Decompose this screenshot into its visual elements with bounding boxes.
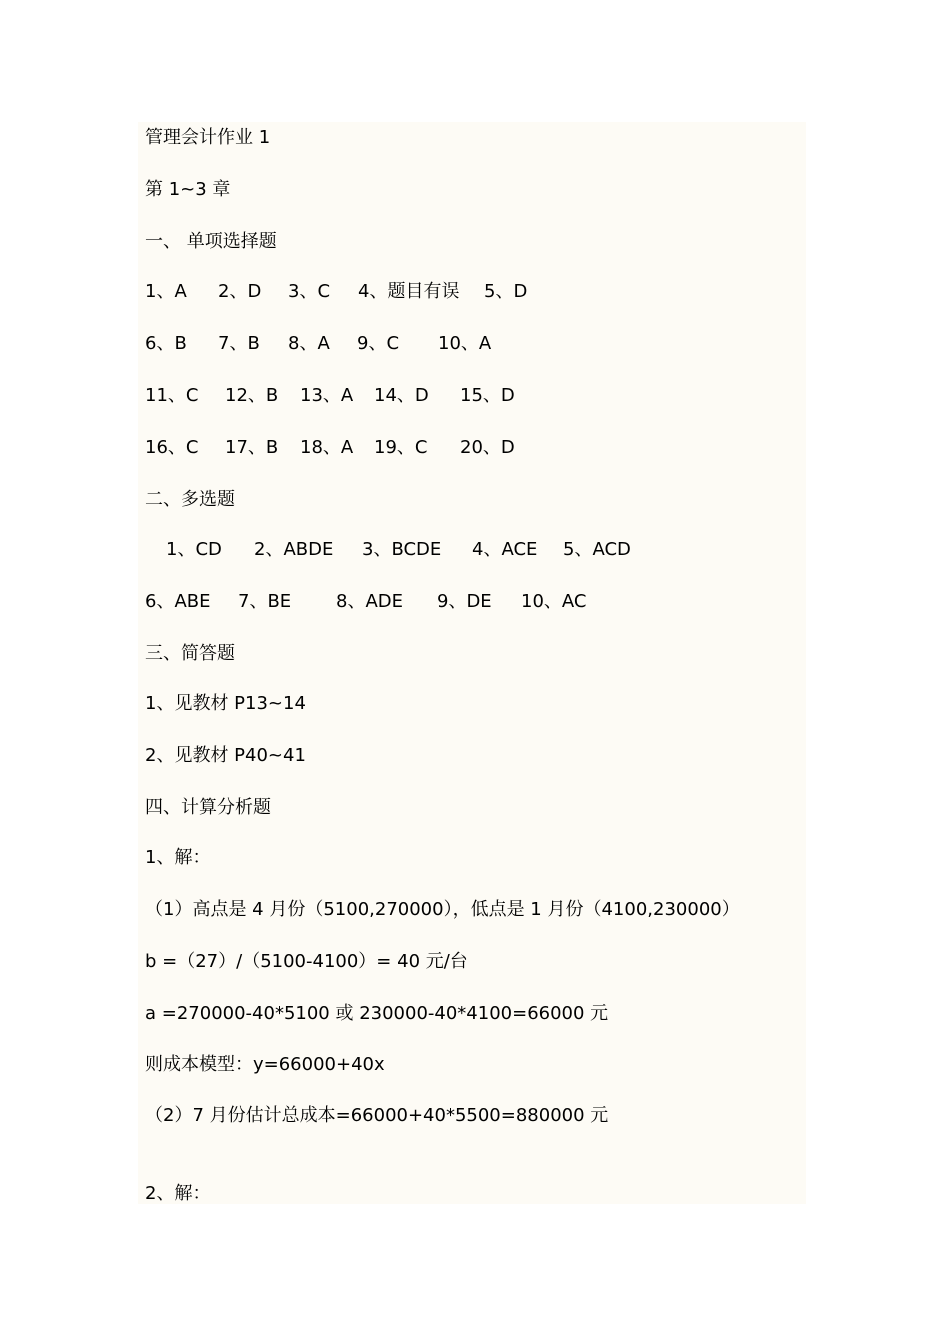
answer-13: 13、A [300,385,354,406]
multi-answer-3: 3、BCDE [362,539,442,560]
short-answer-1: 1、见教材 P13~14 [145,693,306,714]
section-heading-multiple-choice: 二、多选题 [145,489,235,510]
short-answer-2: 2、见教材 P40~41 [145,745,306,766]
multi-answer-4: 4、ACE [472,539,538,560]
answer-4: 4、题目有误 [358,281,460,302]
answer-11: 11、C [145,385,199,406]
chapter-range: 第 1~3 章 [145,179,231,200]
answer-6: 6、B [145,333,187,354]
calc-q1-july-estimate: （2）7 月份估计总成本=66000+40*5500=880000 元 [145,1105,609,1126]
multi-answer-10: 10、AC [521,591,587,612]
answer-5: 5、D [484,281,528,302]
answer-12: 12、B [225,385,279,406]
answer-15: 15、D [460,385,515,406]
answer-1: 1、A [145,281,187,302]
answer-7: 7、B [218,333,260,354]
document-title: 管理会计作业 1 [145,127,271,148]
section-heading-single-choice: 一、 单项选择题 [145,231,277,252]
section-heading-calculation: 四、计算分析题 [145,797,271,818]
multi-answer-7: 7、BE [238,591,292,612]
multi-answer-5: 5、ACD [563,539,631,560]
calc-q1-cost-model: 则成本模型：y=66000+40x [145,1054,385,1075]
multi-answer-6: 6、ABE [145,591,211,612]
calc-q1-high-low-points: （1）高点是 4 月份（5100,270000），低点是 1 月份（4100,230000） [145,899,740,920]
answer-9: 9、C [357,333,400,354]
multi-answer-1: 1、CD [166,539,222,560]
answer-8: 8、A [288,333,330,354]
answer-20: 20、D [460,437,515,458]
answer-18: 18、A [300,437,354,458]
multi-answer-9: 9、DE [437,591,492,612]
multi-answer-2: 2、ABDE [254,539,334,560]
answer-17: 17、B [225,437,279,458]
calc-question-2-label: 2、解： [145,1183,211,1204]
answer-19: 19、C [374,437,428,458]
calc-q1-a-value: a =270000-40*5100 或 230000-40*4100=66000 元 [145,1003,609,1024]
answer-2: 2、D [218,281,262,302]
answer-14: 14、D [374,385,429,406]
calc-q1-b-value: b =（27）/（5100-4100）= 40 元/台 [145,951,468,972]
answer-3: 3、C [288,281,331,302]
calc-question-1-label: 1、解： [145,847,211,868]
answer-10: 10、A [438,333,492,354]
answer-16: 16、C [145,437,199,458]
multi-answer-8: 8、ADE [336,591,403,612]
section-heading-short-answer: 三、简答题 [145,643,235,664]
